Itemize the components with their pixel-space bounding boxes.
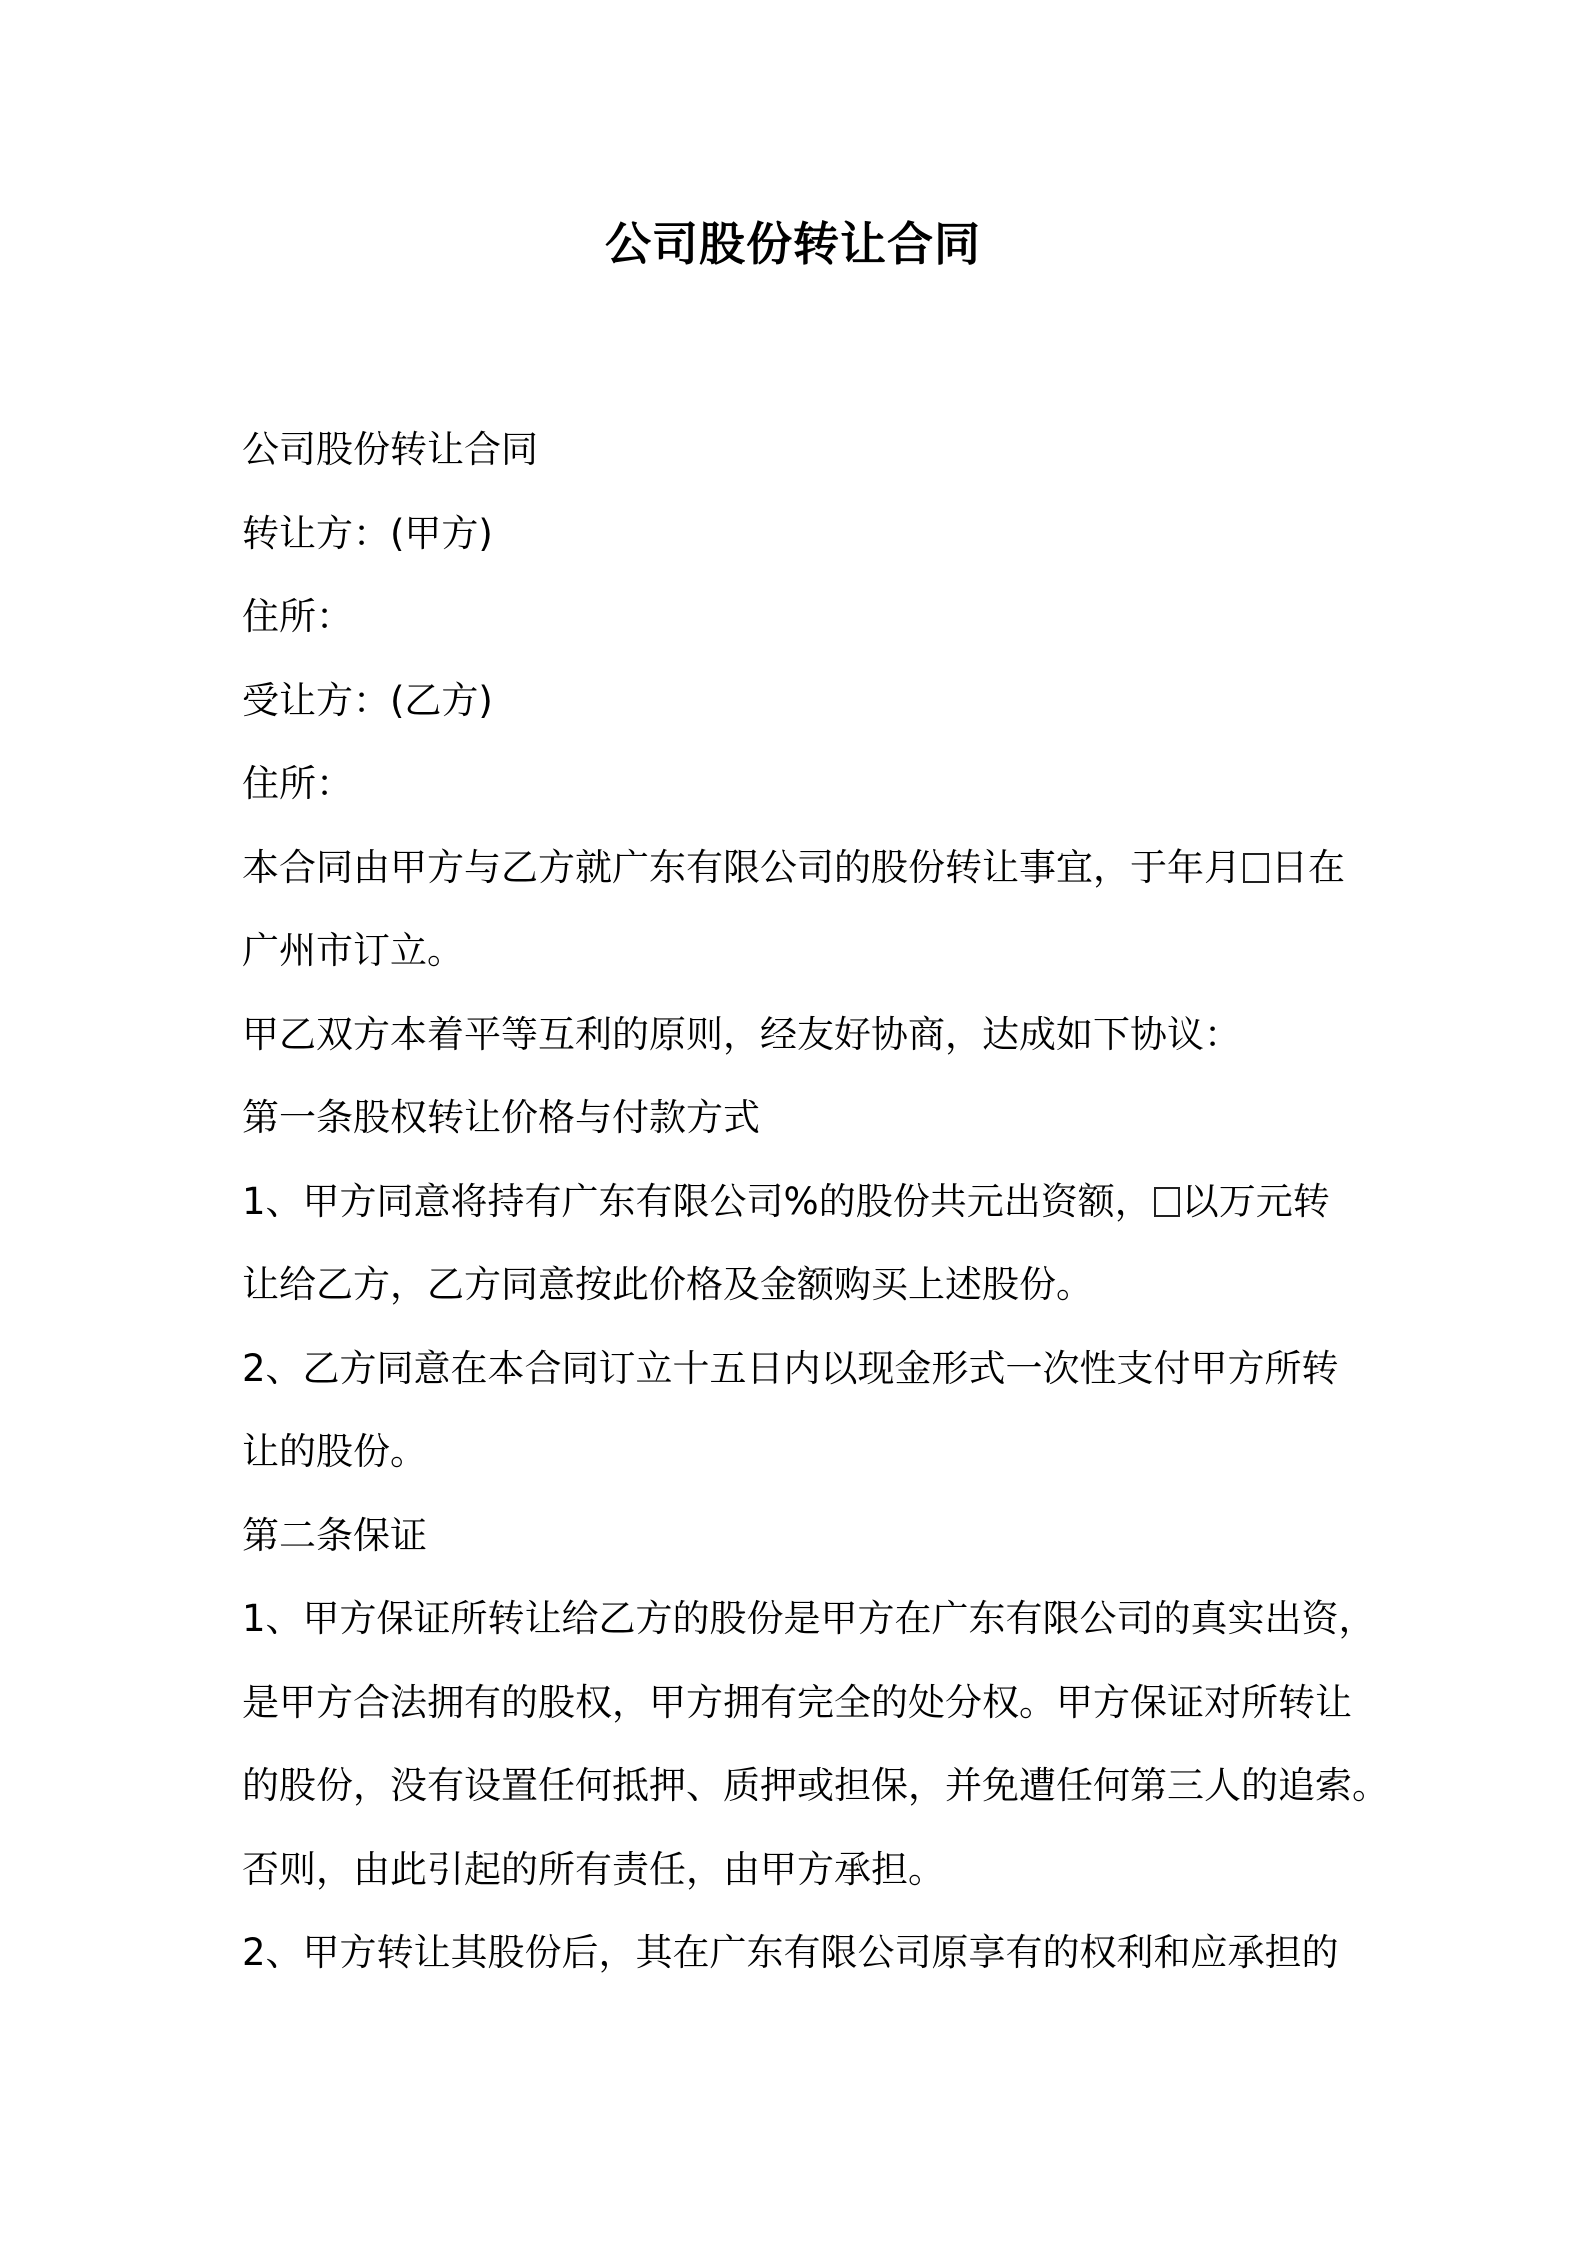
transferor-label: 转让方：(甲方): [242, 511, 493, 555]
transferor-address-label: 住所：: [242, 595, 353, 638]
transferee-address-label: 住所：: [242, 762, 353, 805]
article-2-heading: 第二条保证: [242, 1513, 427, 1557]
article-2-clause-1-line-3: 的股份，没有设置任何抵押、质押或担保，并免遭任何第三人的追索。: [242, 1764, 1389, 1807]
article-1-clause-2-line-2: 让的股份。: [242, 1430, 427, 1473]
article-2-clause-1-line-4: 否则，由此引起的所有责任，由甲方承担。: [242, 1847, 945, 1891]
article-1-clause-2-line-1: 2、乙方同意在本合同订立十五日内以现金形式一次性支付甲方所转: [242, 1346, 1339, 1390]
document-body: [242, 408, 1389, 1995]
paragraph-heading: 公司股份转让合同: [242, 428, 538, 471]
agreement-preamble: 甲乙双方本着平等互利的原则，经友好协商，达成如下协议：: [242, 1012, 1241, 1056]
contract-intro-text-a: 本合同由甲方与乙方就广东有限公司的股份转让事宜，于年月: [242, 845, 1241, 889]
missing-glyph-box: [1154, 1187, 1180, 1217]
document-title: 公司股份转让合同: [605, 217, 981, 271]
article-1-clause-1-text-b: 以万元转: [1181, 1179, 1330, 1223]
article-1-clause-1-text-a: 1、甲方同意将持有广东有限公司%的股份共元出资额，: [242, 1179, 1152, 1223]
contract-intro-line-1: [242, 826, 1372, 910]
article-1-heading: 第一条股权转让价格与付款方式: [242, 1096, 760, 1139]
missing-glyph-box: [1243, 853, 1269, 883]
article-2-clause-1-line-1: 1、甲方保证所转让给乙方的股份是甲方在广东有限公司的真实出资，: [242, 1597, 1376, 1640]
article-2-clause-2-line-1: 2、甲方转让其股份后，其在广东有限公司原享有的权利和应承担的: [242, 1931, 1339, 1974]
contract-intro-text-b: 日在: [1271, 845, 1345, 889]
article-1-clause-1-line-2: 让给乙方，乙方同意按此价格及金额购买上述股份。: [242, 1263, 1093, 1306]
contract-intro-line-2: 广州市订立。: [242, 929, 464, 972]
transferee-label: 受让方：(乙方): [242, 678, 493, 722]
article-2-clause-1-line-2: 是甲方合法拥有的股权，甲方拥有完全的处分权。甲方保证对所转让: [242, 1680, 1352, 1724]
article-1-clause-1-line-1: [242, 1160, 1372, 1244]
